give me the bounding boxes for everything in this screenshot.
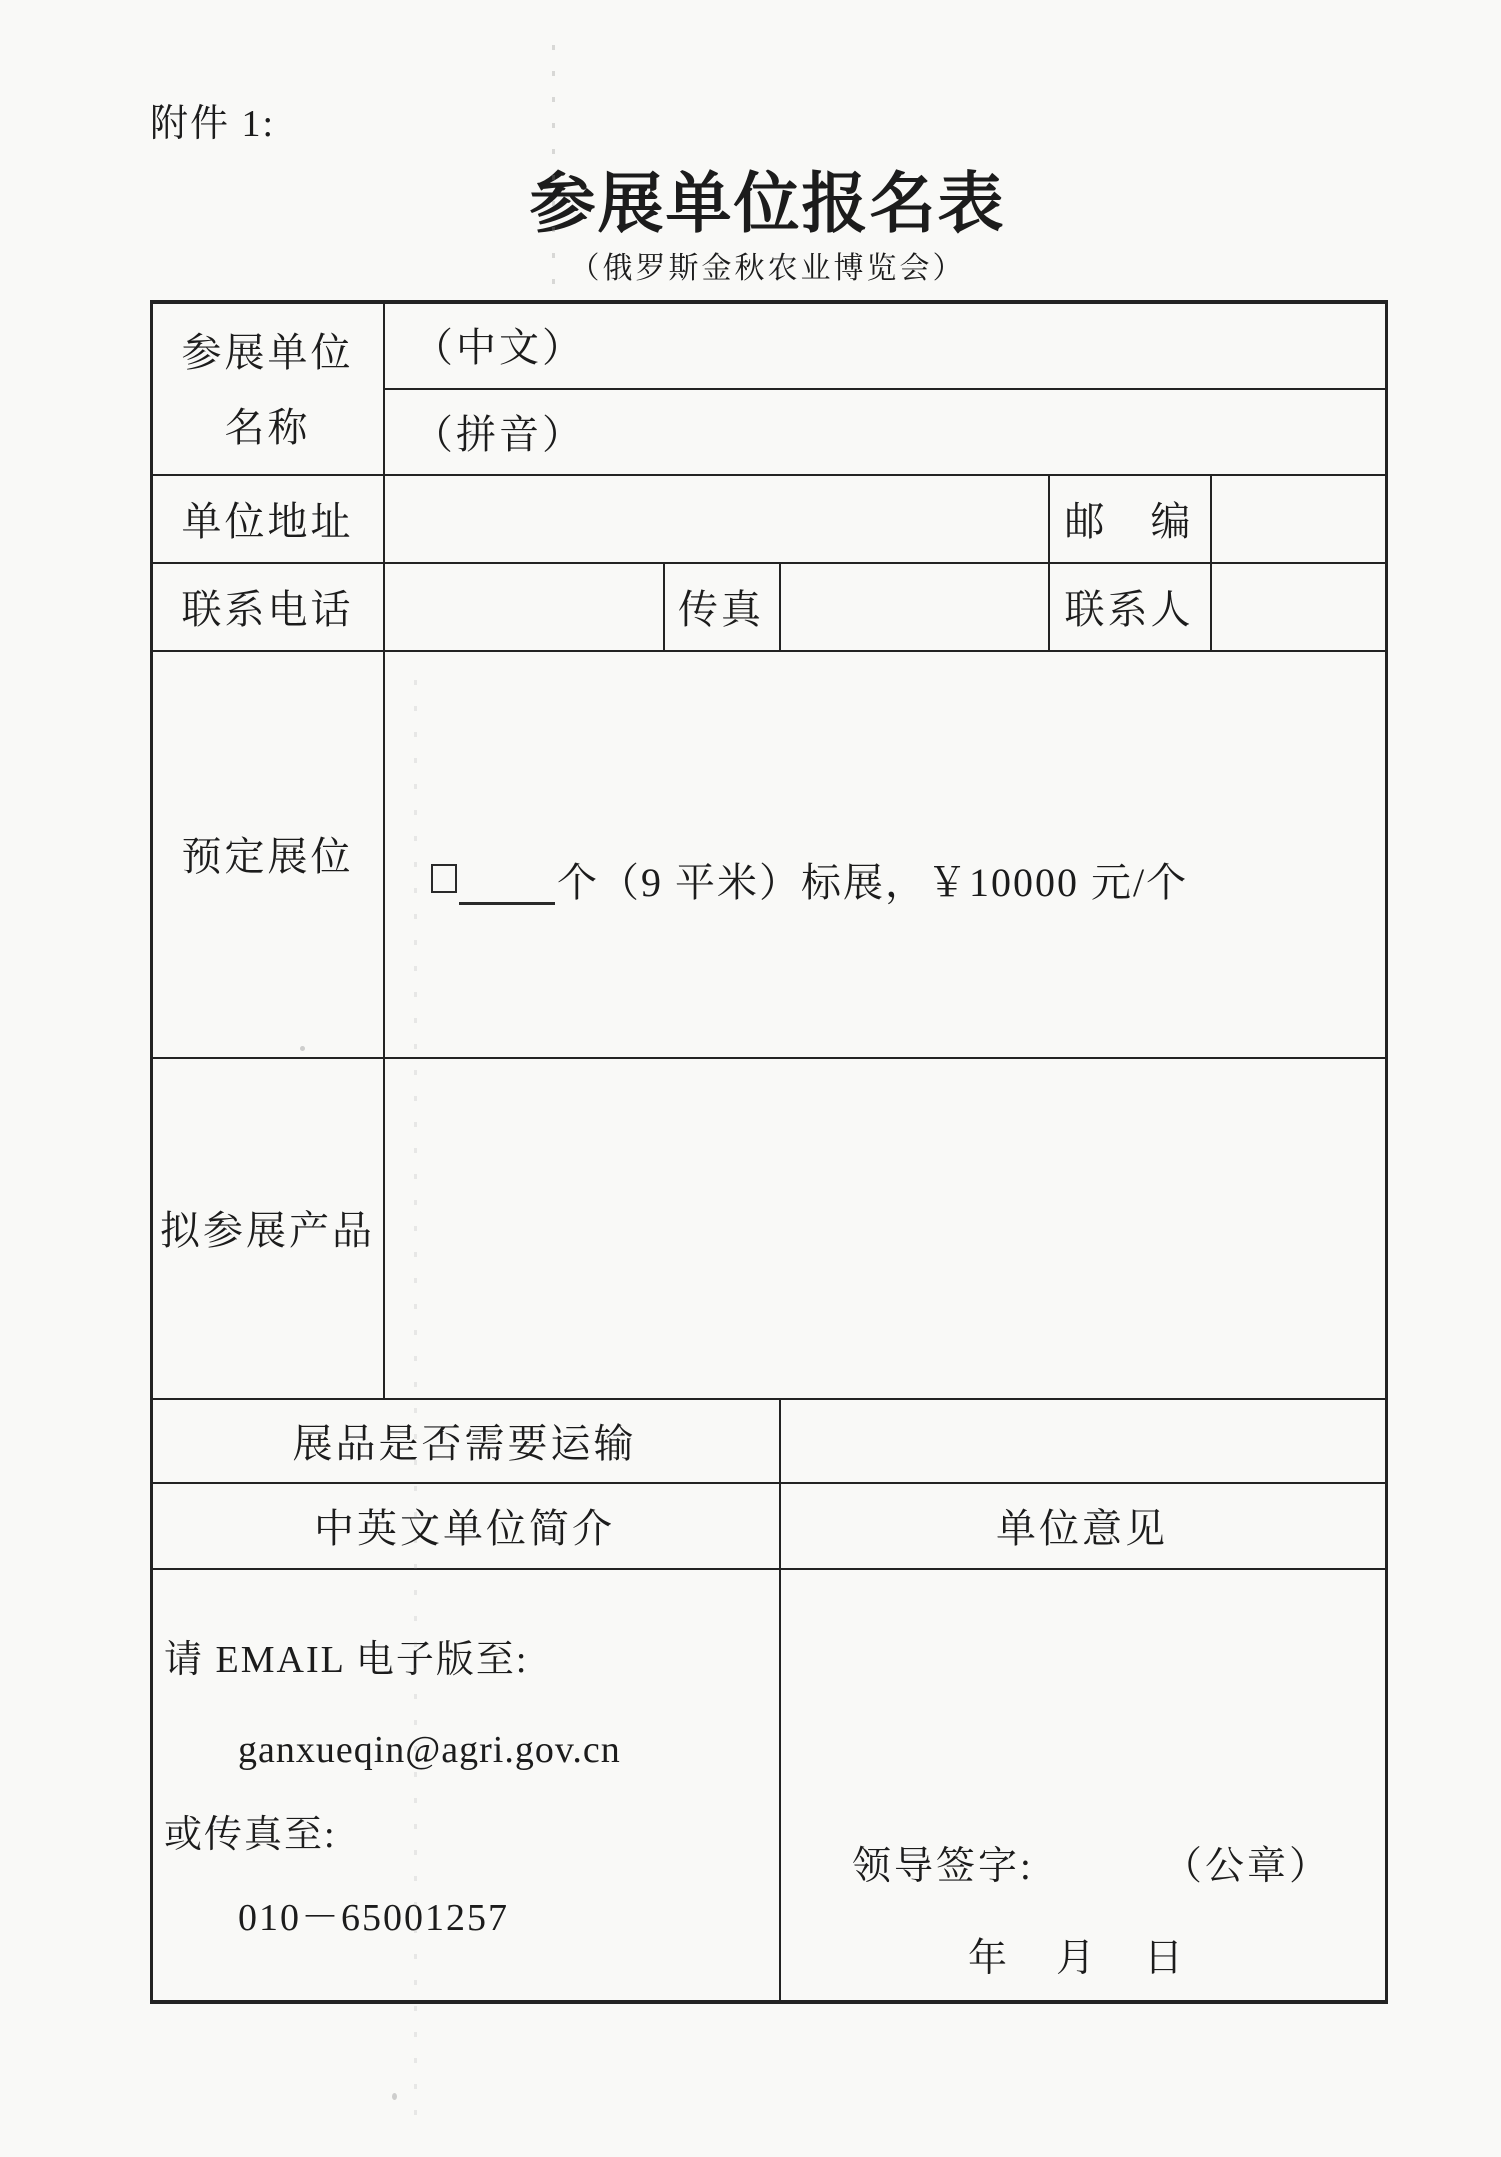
booth-label: 预定展位: [181, 834, 354, 879]
address-label: 单位地址: [181, 498, 354, 544]
form-subtitle: （俄罗斯金秋农业博览会）: [569, 252, 966, 285]
fax-number: 010－65001257: [238, 1897, 510, 1939]
intro-label: 中英文单位简介: [314, 1505, 615, 1551]
shipping-question-label: 展品是否需要运输: [292, 1420, 637, 1466]
address-input-area[interactable]: [385, 476, 1046, 560]
phone-input-area[interactable]: [385, 564, 661, 648]
booth-option-line: [431, 855, 1188, 905]
fax-label: 传真: [678, 586, 764, 632]
booth-input-area[interactable]: [385, 652, 1383, 1055]
form-title: 参展单位报名表: [529, 168, 1006, 241]
postal-code-label: 邮 编: [1064, 498, 1194, 544]
date-label: 年 月 日: [968, 1937, 1189, 1980]
opinion-label: 单位意见: [996, 1505, 1168, 1551]
contact-person-label: 联系人: [1064, 586, 1194, 632]
checkbox-icon[interactable]: [431, 864, 457, 893]
booth-option-text: 个（9 平米）标展，￥10000 元/个: [557, 860, 1189, 905]
email-address[interactable]: ganxueqin@agri.gov.cn: [238, 1729, 621, 1771]
scan-artifact-line: [552, 45, 555, 295]
unit-name-label: [152, 302, 383, 472]
fax-input-area[interactable]: [781, 564, 1046, 648]
contact-person-input-area[interactable]: [1212, 564, 1383, 648]
fax-instruction: 或传真至:: [164, 1814, 337, 1856]
official-seal-label: （公章）: [1163, 1845, 1332, 1888]
products-label: 拟参展产品: [160, 1208, 375, 1253]
products-input-area[interactable]: [385, 1059, 1383, 1396]
shipping-answer-area[interactable]: [781, 1400, 1383, 1480]
scan-speck: [392, 2093, 397, 2100]
scan-speck: [300, 1046, 305, 1051]
unit-name-pinyin-cell[interactable]: [413, 390, 1383, 472]
unit-name-label-line2: 名称: [224, 405, 311, 451]
leader-signature-label: 领导签字:: [852, 1845, 1034, 1888]
attachment-label: 附件 1:: [150, 103, 276, 145]
unit-name-label-line1: 参展单位: [181, 329, 354, 375]
unit-name-chinese-cell[interactable]: [413, 302, 1383, 386]
email-instruction: 请 EMAIL 电子版至:: [164, 1639, 529, 1681]
postal-code-input-area[interactable]: [1212, 476, 1383, 560]
chinese-placeholder: （中文）: [413, 324, 585, 370]
pinyin-placeholder: （拼音）: [413, 411, 585, 457]
phone-label: 联系电话: [181, 586, 354, 632]
scan-artifact-line: [414, 680, 417, 2120]
quantity-blank-underline[interactable]: [459, 902, 555, 905]
